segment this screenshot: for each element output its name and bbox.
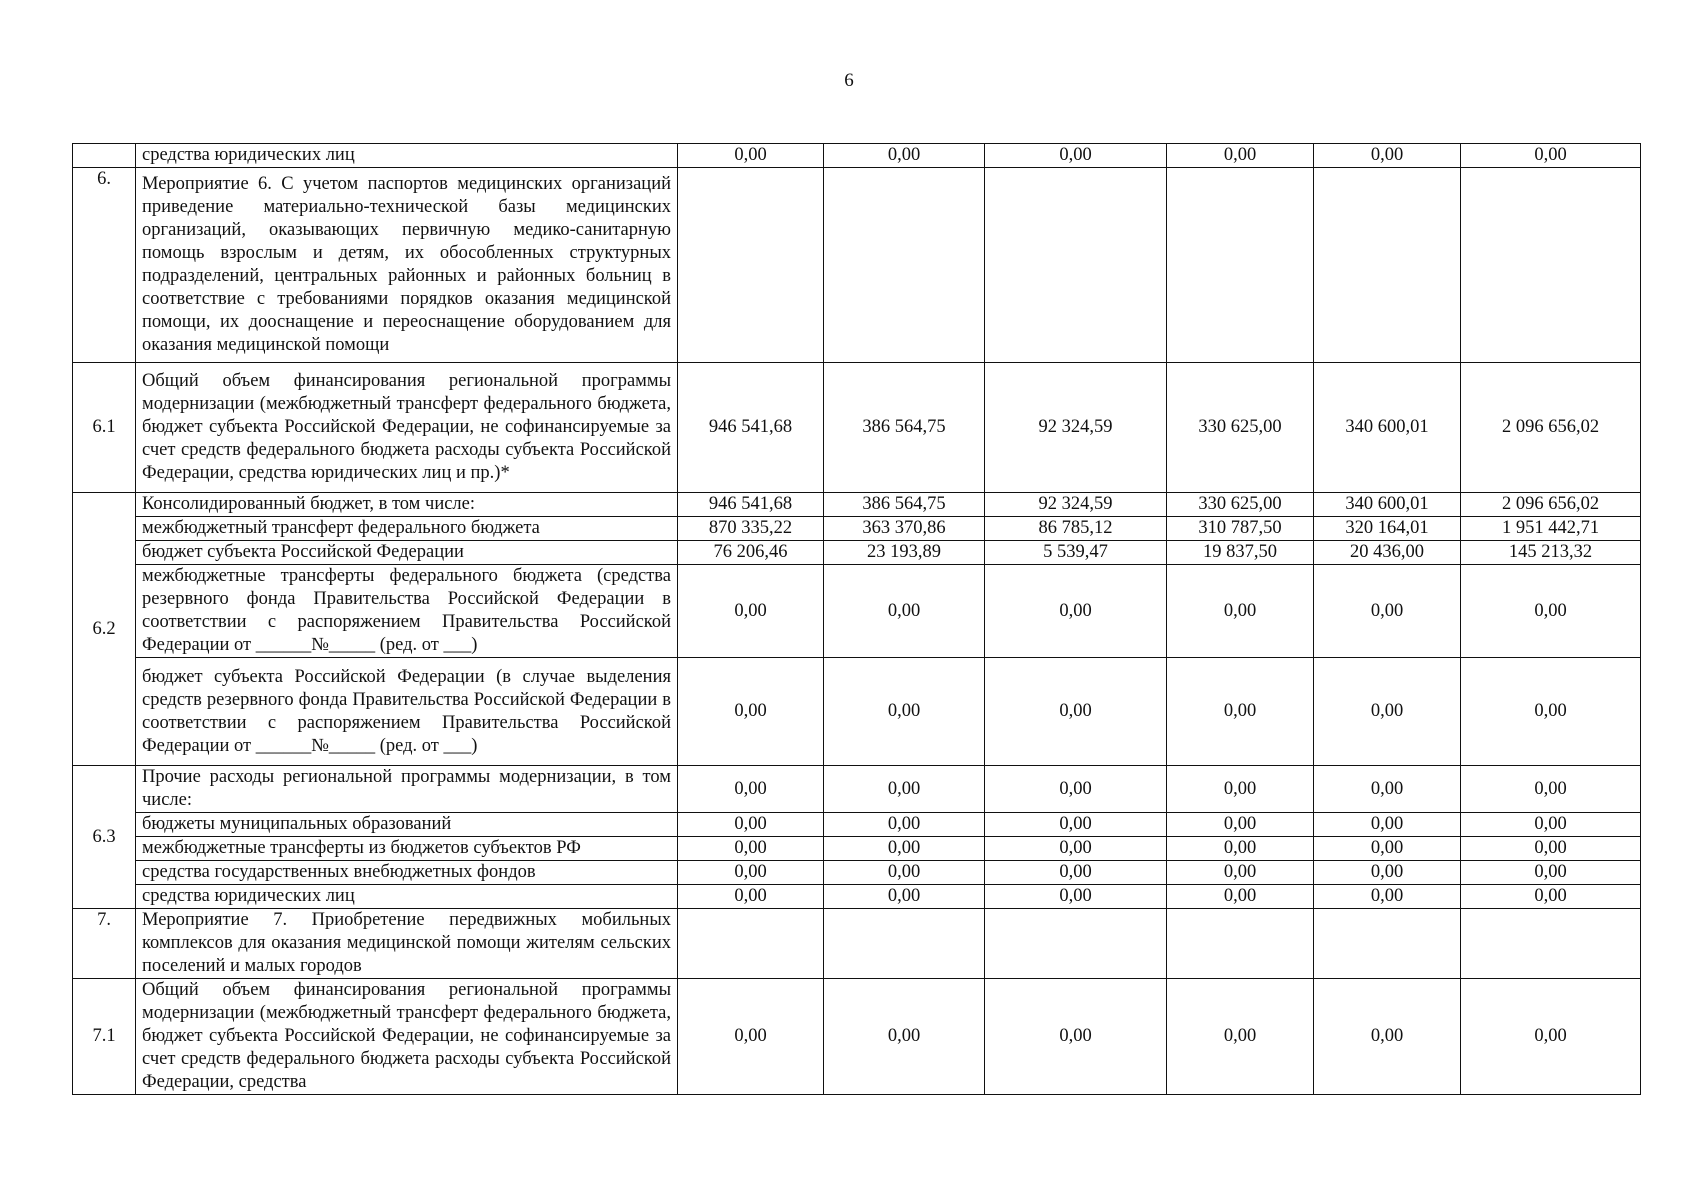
section-title: Мероприятие 6. С учетом паспортов медицинских организаций приведение материально-технической базы медицинских организаций, оказывающих первичную медико-санитарную помощь взрослым и детям, их обособленных структурных подразделений, центральных районных и районных больниц в соответствие с требованиями порядков оказания медицинской помощи, их дооснащение и переоснащение оборудованием для оказания медицинской помощи bbox=[136, 168, 678, 363]
budget-table bbox=[72, 143, 1641, 1095]
section-code: 7. bbox=[73, 909, 136, 979]
empty-cell bbox=[1461, 909, 1641, 979]
value-cell-5: 340 600,01 bbox=[1314, 493, 1461, 517]
table-row bbox=[73, 658, 1641, 766]
value-cell-5: 0,00 bbox=[1314, 885, 1461, 909]
value-cell-2: 0,00 bbox=[824, 885, 985, 909]
table-row bbox=[73, 541, 1641, 565]
value-cell-3: 0,00 bbox=[985, 565, 1167, 658]
table-row bbox=[73, 813, 1641, 837]
section-header-row bbox=[73, 168, 1641, 363]
value-cell-1: 0,00 bbox=[678, 861, 824, 885]
value-cell-2: 0,00 bbox=[824, 861, 985, 885]
value-cell-5: 0,00 bbox=[1314, 565, 1461, 658]
table-row bbox=[73, 766, 1641, 813]
empty-cell bbox=[1461, 168, 1641, 363]
value-cell-1: 0,00 bbox=[678, 813, 824, 837]
table-row bbox=[73, 979, 1641, 1095]
table-row bbox=[73, 837, 1641, 861]
value-cell-1: 946 541,68 bbox=[678, 493, 824, 517]
value-cell-6: 0,00 bbox=[1461, 837, 1641, 861]
value-cell-2: 0,00 bbox=[824, 658, 985, 766]
table-row bbox=[73, 861, 1641, 885]
empty-cell bbox=[985, 909, 1167, 979]
value-cell-5: 0,00 bbox=[1314, 813, 1461, 837]
value-cell-3: 0,00 bbox=[985, 813, 1167, 837]
value-cell-5: 0,00 bbox=[1314, 144, 1461, 168]
value-cell-6: 2 096 656,02 bbox=[1461, 363, 1641, 493]
page-number: 6 bbox=[844, 70, 854, 91]
section-title: Мероприятие 7. Приобретение передвижных мобильных комплексов для оказания медицинской помощи жителям сельских поселений и малых городов bbox=[136, 909, 678, 979]
value-cell-4: 310 787,50 bbox=[1167, 517, 1314, 541]
value-cell-6: 1 951 442,71 bbox=[1461, 517, 1641, 541]
value-cell-2: 386 564,75 bbox=[824, 363, 985, 493]
value-cell-1: 0,00 bbox=[678, 565, 824, 658]
table-row bbox=[73, 144, 1641, 168]
table-body bbox=[73, 144, 1641, 1095]
row-description: средства юридических лиц bbox=[136, 144, 678, 168]
empty-cell bbox=[678, 168, 824, 363]
row-description: межбюджетный трансферт федерального бюджета bbox=[136, 517, 678, 541]
value-cell-4: 330 625,00 bbox=[1167, 363, 1314, 493]
empty-cell bbox=[1167, 909, 1314, 979]
value-cell-3: 86 785,12 bbox=[985, 517, 1167, 541]
value-cell-1: 946 541,68 bbox=[678, 363, 824, 493]
value-cell-5: 0,00 bbox=[1314, 979, 1461, 1095]
row-description: бюджет субъекта Российской Федерации (в случае выделения средств резервного фонда Правительства Российской Федерации в соответствии с распоряжением Правительства Российской Федерации от ______№_____ (ред. от ___) bbox=[136, 658, 678, 766]
value-cell-5: 20 436,00 bbox=[1314, 541, 1461, 565]
section-header-row bbox=[73, 909, 1641, 979]
value-cell-4: 0,00 bbox=[1167, 837, 1314, 861]
table-row bbox=[73, 885, 1641, 909]
empty-cell bbox=[824, 909, 985, 979]
value-cell-4: 0,00 bbox=[1167, 658, 1314, 766]
empty-cell bbox=[678, 909, 824, 979]
row-code: 7.1 bbox=[73, 979, 136, 1095]
value-cell-4: 0,00 bbox=[1167, 565, 1314, 658]
value-cell-6: 0,00 bbox=[1461, 813, 1641, 837]
group-code: 6.2 bbox=[73, 493, 136, 766]
row-description: Прочие расходы региональной программы модернизации, в том числе: bbox=[136, 766, 678, 813]
value-cell-6: 0,00 bbox=[1461, 979, 1641, 1095]
value-cell-6: 0,00 bbox=[1461, 861, 1641, 885]
value-cell-2: 23 193,89 bbox=[824, 541, 985, 565]
value-cell-2: 0,00 bbox=[824, 837, 985, 861]
value-cell-4: 0,00 bbox=[1167, 144, 1314, 168]
value-cell-3: 0,00 bbox=[985, 885, 1167, 909]
table-row bbox=[73, 565, 1641, 658]
row-description: Общий объем финансирования региональной программы модернизации (межбюджетный трансферт федерального бюджета, бюджет субъекта Российской Федерации, не софинансируемые за счет средств федерального бюджета расходы субъекта Российской Федерации, средства юридических лиц и пр.)* bbox=[136, 363, 678, 493]
value-cell-3: 5 539,47 bbox=[985, 541, 1167, 565]
value-cell-3: 0,00 bbox=[985, 837, 1167, 861]
value-cell-1: 0,00 bbox=[678, 144, 824, 168]
value-cell-5: 0,00 bbox=[1314, 861, 1461, 885]
value-cell-2: 0,00 bbox=[824, 766, 985, 813]
empty-cell bbox=[824, 168, 985, 363]
value-cell-4: 330 625,00 bbox=[1167, 493, 1314, 517]
value-cell-1: 0,00 bbox=[678, 885, 824, 909]
value-cell-2: 386 564,75 bbox=[824, 493, 985, 517]
value-cell-3: 0,00 bbox=[985, 861, 1167, 885]
value-cell-1: 0,00 bbox=[678, 658, 824, 766]
value-cell-6: 0,00 bbox=[1461, 766, 1641, 813]
value-cell-6: 145 213,32 bbox=[1461, 541, 1641, 565]
empty-cell bbox=[985, 168, 1167, 363]
value-cell-3: 92 324,59 bbox=[985, 493, 1167, 517]
table-row bbox=[73, 493, 1641, 517]
row-code bbox=[73, 144, 136, 168]
value-cell-3: 92 324,59 bbox=[985, 363, 1167, 493]
row-code: 6.1 bbox=[73, 363, 136, 493]
value-cell-4: 0,00 bbox=[1167, 766, 1314, 813]
value-cell-5: 0,00 bbox=[1314, 658, 1461, 766]
table-row bbox=[73, 363, 1641, 493]
value-cell-1: 0,00 bbox=[678, 766, 824, 813]
empty-cell bbox=[1314, 168, 1461, 363]
table-row bbox=[73, 517, 1641, 541]
row-description: средства государственных внебюджетных фондов bbox=[136, 861, 678, 885]
value-cell-3: 0,00 bbox=[985, 766, 1167, 813]
row-description: межбюджетные трансферты федерального бюджета (средства резервного фонда Правительства Российской Федерации в соответствии с распоряжением Правительства Российской Федерации от ______№_____ (ред. от ___) bbox=[136, 565, 678, 658]
value-cell-4: 0,00 bbox=[1167, 979, 1314, 1095]
value-cell-2: 0,00 bbox=[824, 979, 985, 1095]
value-cell-3: 0,00 bbox=[985, 979, 1167, 1095]
group-code: 6.3 bbox=[73, 766, 136, 909]
value-cell-5: 340 600,01 bbox=[1314, 363, 1461, 493]
value-cell-1: 0,00 bbox=[678, 979, 824, 1095]
value-cell-5: 0,00 bbox=[1314, 766, 1461, 813]
value-cell-5: 0,00 bbox=[1314, 837, 1461, 861]
row-description: межбюджетные трансферты из бюджетов субъектов РФ bbox=[136, 837, 678, 861]
value-cell-1: 870 335,22 bbox=[678, 517, 824, 541]
value-cell-3: 0,00 bbox=[985, 144, 1167, 168]
value-cell-4: 0,00 bbox=[1167, 813, 1314, 837]
row-description: Общий объем финансирования региональной программы модернизации (межбюджетный трансферт федерального бюджета, бюджет субъекта Российской Федерации, не софинансируемые за счет средств федерального бюджета расходы субъекта Российской Федерации, средства bbox=[136, 979, 678, 1095]
value-cell-5: 320 164,01 bbox=[1314, 517, 1461, 541]
value-cell-6: 0,00 bbox=[1461, 885, 1641, 909]
value-cell-1: 76 206,46 bbox=[678, 541, 824, 565]
row-description: средства юридических лиц bbox=[136, 885, 678, 909]
empty-cell bbox=[1167, 168, 1314, 363]
value-cell-6: 0,00 bbox=[1461, 565, 1641, 658]
value-cell-2: 0,00 bbox=[824, 144, 985, 168]
value-cell-4: 0,00 bbox=[1167, 885, 1314, 909]
value-cell-6: 0,00 bbox=[1461, 144, 1641, 168]
row-description: бюджеты муниципальных образований bbox=[136, 813, 678, 837]
row-description: бюджет субъекта Российской Федерации bbox=[136, 541, 678, 565]
value-cell-2: 0,00 bbox=[824, 565, 985, 658]
empty-cell bbox=[1314, 909, 1461, 979]
value-cell-3: 0,00 bbox=[985, 658, 1167, 766]
value-cell-4: 0,00 bbox=[1167, 861, 1314, 885]
value-cell-2: 363 370,86 bbox=[824, 517, 985, 541]
value-cell-4: 19 837,50 bbox=[1167, 541, 1314, 565]
value-cell-6: 2 096 656,02 bbox=[1461, 493, 1641, 517]
section-code: 6. bbox=[73, 168, 136, 363]
value-cell-2: 0,00 bbox=[824, 813, 985, 837]
row-description: Консолидированный бюджет, в том числе: bbox=[136, 493, 678, 517]
value-cell-6: 0,00 bbox=[1461, 658, 1641, 766]
value-cell-1: 0,00 bbox=[678, 837, 824, 861]
